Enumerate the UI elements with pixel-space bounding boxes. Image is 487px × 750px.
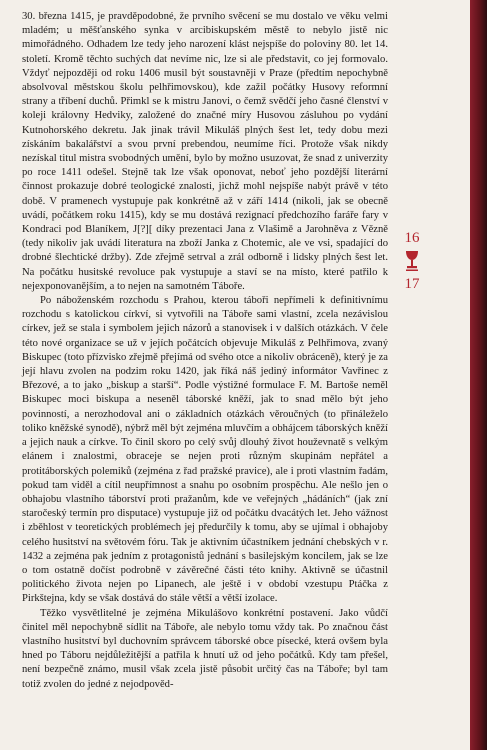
body-text bbox=[22, 10, 388, 692]
paragraph-3: Těžko vysvětlitelné je zejména Mikulášovo konkrétní postavení. Jako vůdčí činitel měl nepochybně sídlit na Táboře, ale nebylo tomu vždy tak. Po značnou část vlastního husitství byl duchovním správcem táborské obce písecké, která ovšem byla hned po Táboru nejdůležitější a patřila k hnutí už od jeho počátků. Kdy tam přešel, není bezpečně známo, musil však zcela jistě působit určitý čas na Táboře; byl tam totiž zvolen do jedné z nejodpověd- bbox=[22, 607, 388, 690]
paragraph-1: 30. března 1415, je pravděpodobné, že prvního svěcení se mu dostalo ve věku velmi mladém; u měšťanského synka v arcibiskupském městě to nebylo jistě nic mimořádného. Odhadem lze tedy jeho narození klást nejspíše do poloviny 80. let 14. století. Kromě těchto suchých dat nevíme nic, lze si ale představit, co jej formovalo. Vždyť nejpozději od roku 1406 musil být soustavněji v Praze (předtím nepochybně absolvoval městskou školu pelhřimovskou), kde zažil počátky Husovy reformní strany a tříbení duchů. Přimkl se k mistru Janovi, o čemž svědčí jeho časné členství v koleji královny Hedviky, založené do značné míry Husovou zásluhou po vydání Kutnohorského dekretu. Jak jinak trávil Mikuláš plných šest let, tedy dobu mezi získáním bakalářství a svou první prebendou, neumíme říci. Protože však nikdy nezískal titul mistra svobodných umění, bylo by možno usuzovat, že snad z univerzity po roce 1411 odešel. Stejně tak lze však oponovat, neboť jeho pozdější literární činnost prokazuje dobré teologické znalosti, jichž mohl nejspíše nabýt právě v této době. V pramenech vystupuje pak konkrétně až v září 1414 (nikoli, jak se obecně uvádí, počátkem roku 1415), kdy se mu dostává rezignací předchozího faráře fary v Kondraci pod Blaníkem, J[?][ díky prezentaci Jana z Vlašimě a Jarohněva z Vězně (tedy nikoliv jak uvádí literatura na zboží Janka z Chotemic, ale ve vsi, spadající do drobné šlechtické držby). Zde zřejmě setrval a zrál odborně i lidsky plných šest let. Na počátku husitské revoluce pak vystupuje a staví se na místo, které patřilo k nejexponovanějším, a to nejen na samotném Táboře. bbox=[22, 11, 388, 292]
chalice-icon bbox=[404, 250, 420, 272]
page-number-next: 17 bbox=[404, 276, 420, 292]
page-number-previous: 16 bbox=[404, 230, 420, 246]
page-break-marker bbox=[392, 230, 432, 292]
paragraph-2: Po náboženském rozchodu s Prahou, kterou táboři nepřímeli k definitivnímu rozchodu s katolickou církví, si vytvořili na Táboře sami vlastní, zcela nezávislou církev, jež se stala i symbolem jejich názorů a stanovisek i v dalších otázkách. V čele této nové organizace se už v jejích počátcích objevuje Mikuláš z Pelhřimova, zvaný Biskupec (toto přízvisko zřejmě přejímá od svého otce a nikoliv obráceně), který je za její hlavu zvolen na podzim roku 1420, jak říká náš jediný informátor Vavřinec z Březové, a to jako „biskup a starší“. Podle výstižné formulace F. M. Bartoše neměl Biskupec moci biskupa a neseněl táborské kněží, jak to snad mělo být jeho povinností, a nerozhodoval ani o základních otázkách věroučných (to přináleželo toliko kněžské synodě), nýbrž měl být zejména mluvčím a obhájcem táborských kněží a jejich nauk a církve. To činil skoro po celý svůj dlouhý život houževnatě s velkým elánem i znalostmi, obraceje se nejen proti různým skupinám nepřátel a protitáborských polemiků (zejména z řad pražské pravice), ale i proti vlastním řadám, pokud tam viděl a cítil neupřímnost a snahu po osobním prospěchu. Ale nešlo jen o obhajobu vlastního táborství proti pražanům, kde ve veřejných „hádáních“ (jak zní staročeský termín pro disputace) vystupuje již od počátku dvacátých let. Jeho vážnost i zběhlost v teoretických problémech jej předurčily k tomu, aby se ujímal i obhajoby celého husitství na světovém fóru. Tak je aktivním účastníkem jednání chebských v r. 1432 a zejména pak jedním z protagonistů jednání s basilejským koncilem, jak se lze o tom ostatně dočíst podrobně v závěrečné části této knihy. Aktivně se účastnil politického života nejen po Lipanech, ale ještě i v období vzestupu Ptáčka z Pirkštejna, kdy se však dostává do stále větší a větší izolace. bbox=[22, 295, 388, 605]
book-cover-edge bbox=[470, 0, 487, 750]
